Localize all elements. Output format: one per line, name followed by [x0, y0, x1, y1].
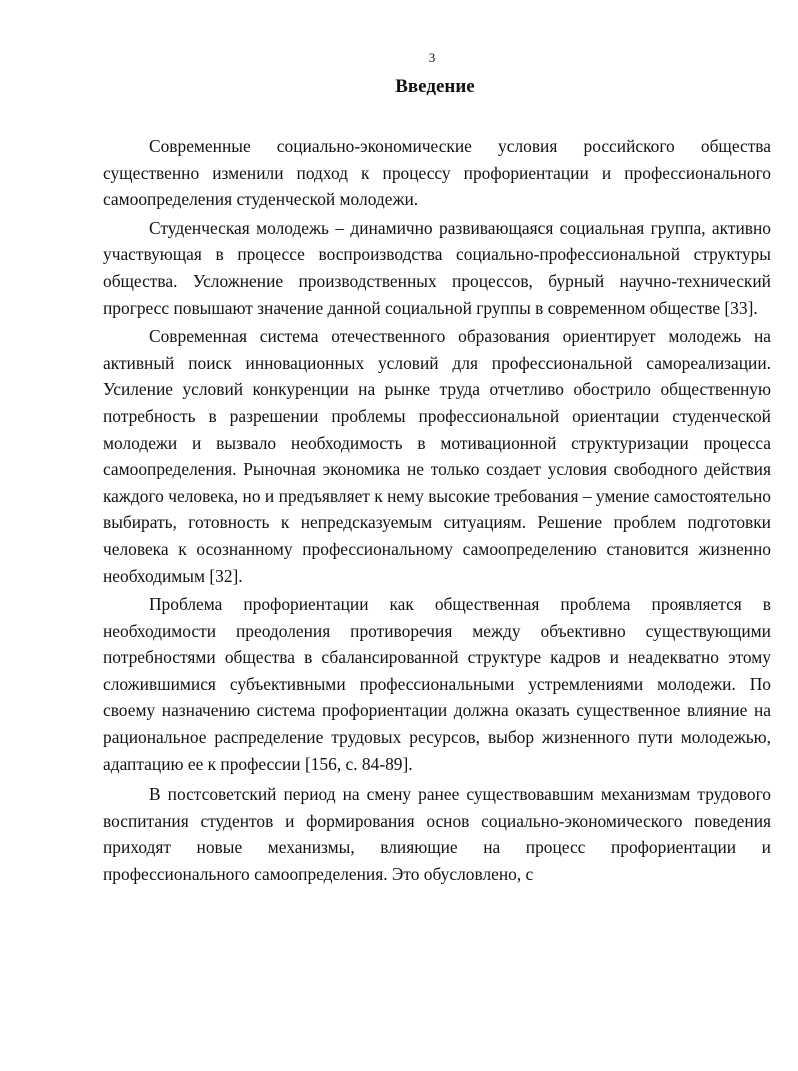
paragraph: Студенческая молодежь – динамично развивающаяся социальная группа, активно участвующая в процессе воспроизводства социально-профессиональной структуры общества. Усложнение производственных процессов, бурный научно-технический прогресс повышают значение данной социальной группы в современном обществе [33]. [103, 217, 771, 318]
paragraph: В постсоветский период на смену ранее существовавшим механизмам трудового воспитания студентов и формирования основ социально-экономического поведения приходят новые механизмы, влияющие на процесс профориентации и профессионального самоопределения. Это обусловлено, с [103, 784, 771, 885]
paragraph: Современные социально-экономические условия российского общества существенно изменили подход к процессу профориентации и профессионального самоопределения студенческой молодежи. [103, 136, 771, 210]
page-title: Введение [395, 76, 475, 97]
page-number: 3 [428, 50, 436, 65]
body-text [103, 133, 771, 888]
paragraph: Проблема профориентации как общественная проблема проявляется в необходимости преодоления противоречия между объективно существующими потребностями общества в сбалансированной структуре кадров и неадекватно этому сложившимися субъективными профессиональными устремлениями молодежи. По своему назначению система профориентации должна оказать существенное влияние на рациональное распределение трудовых ресурсов, выбор жизненного пути молодежью, адаптацию ее к профессии [156, с. 84-89]. [103, 594, 771, 774]
paragraph: Современная система отечественного образования ориентирует молодежь на активный поиск инновационных условий для профессиональной самореализации. Усиление условий конкуренции на рынке труда отчетливо обострило общественную потребность в разрешении проблемы профессиональной ориентации студенческой молодежи и вызвало необходимость в мотивационной структуризации процесса самоопределения. Рыночная экономика не только создает условия свободного действия каждого человека, но и предъявляет к нему высокие требования – умение самостоятельно выбирать, готовность к непредсказуемым ситуациям. Решение проблем подготовки человека к осознанному профессиональному самоопределению становится жизненно необходимым [32]. [103, 326, 771, 586]
